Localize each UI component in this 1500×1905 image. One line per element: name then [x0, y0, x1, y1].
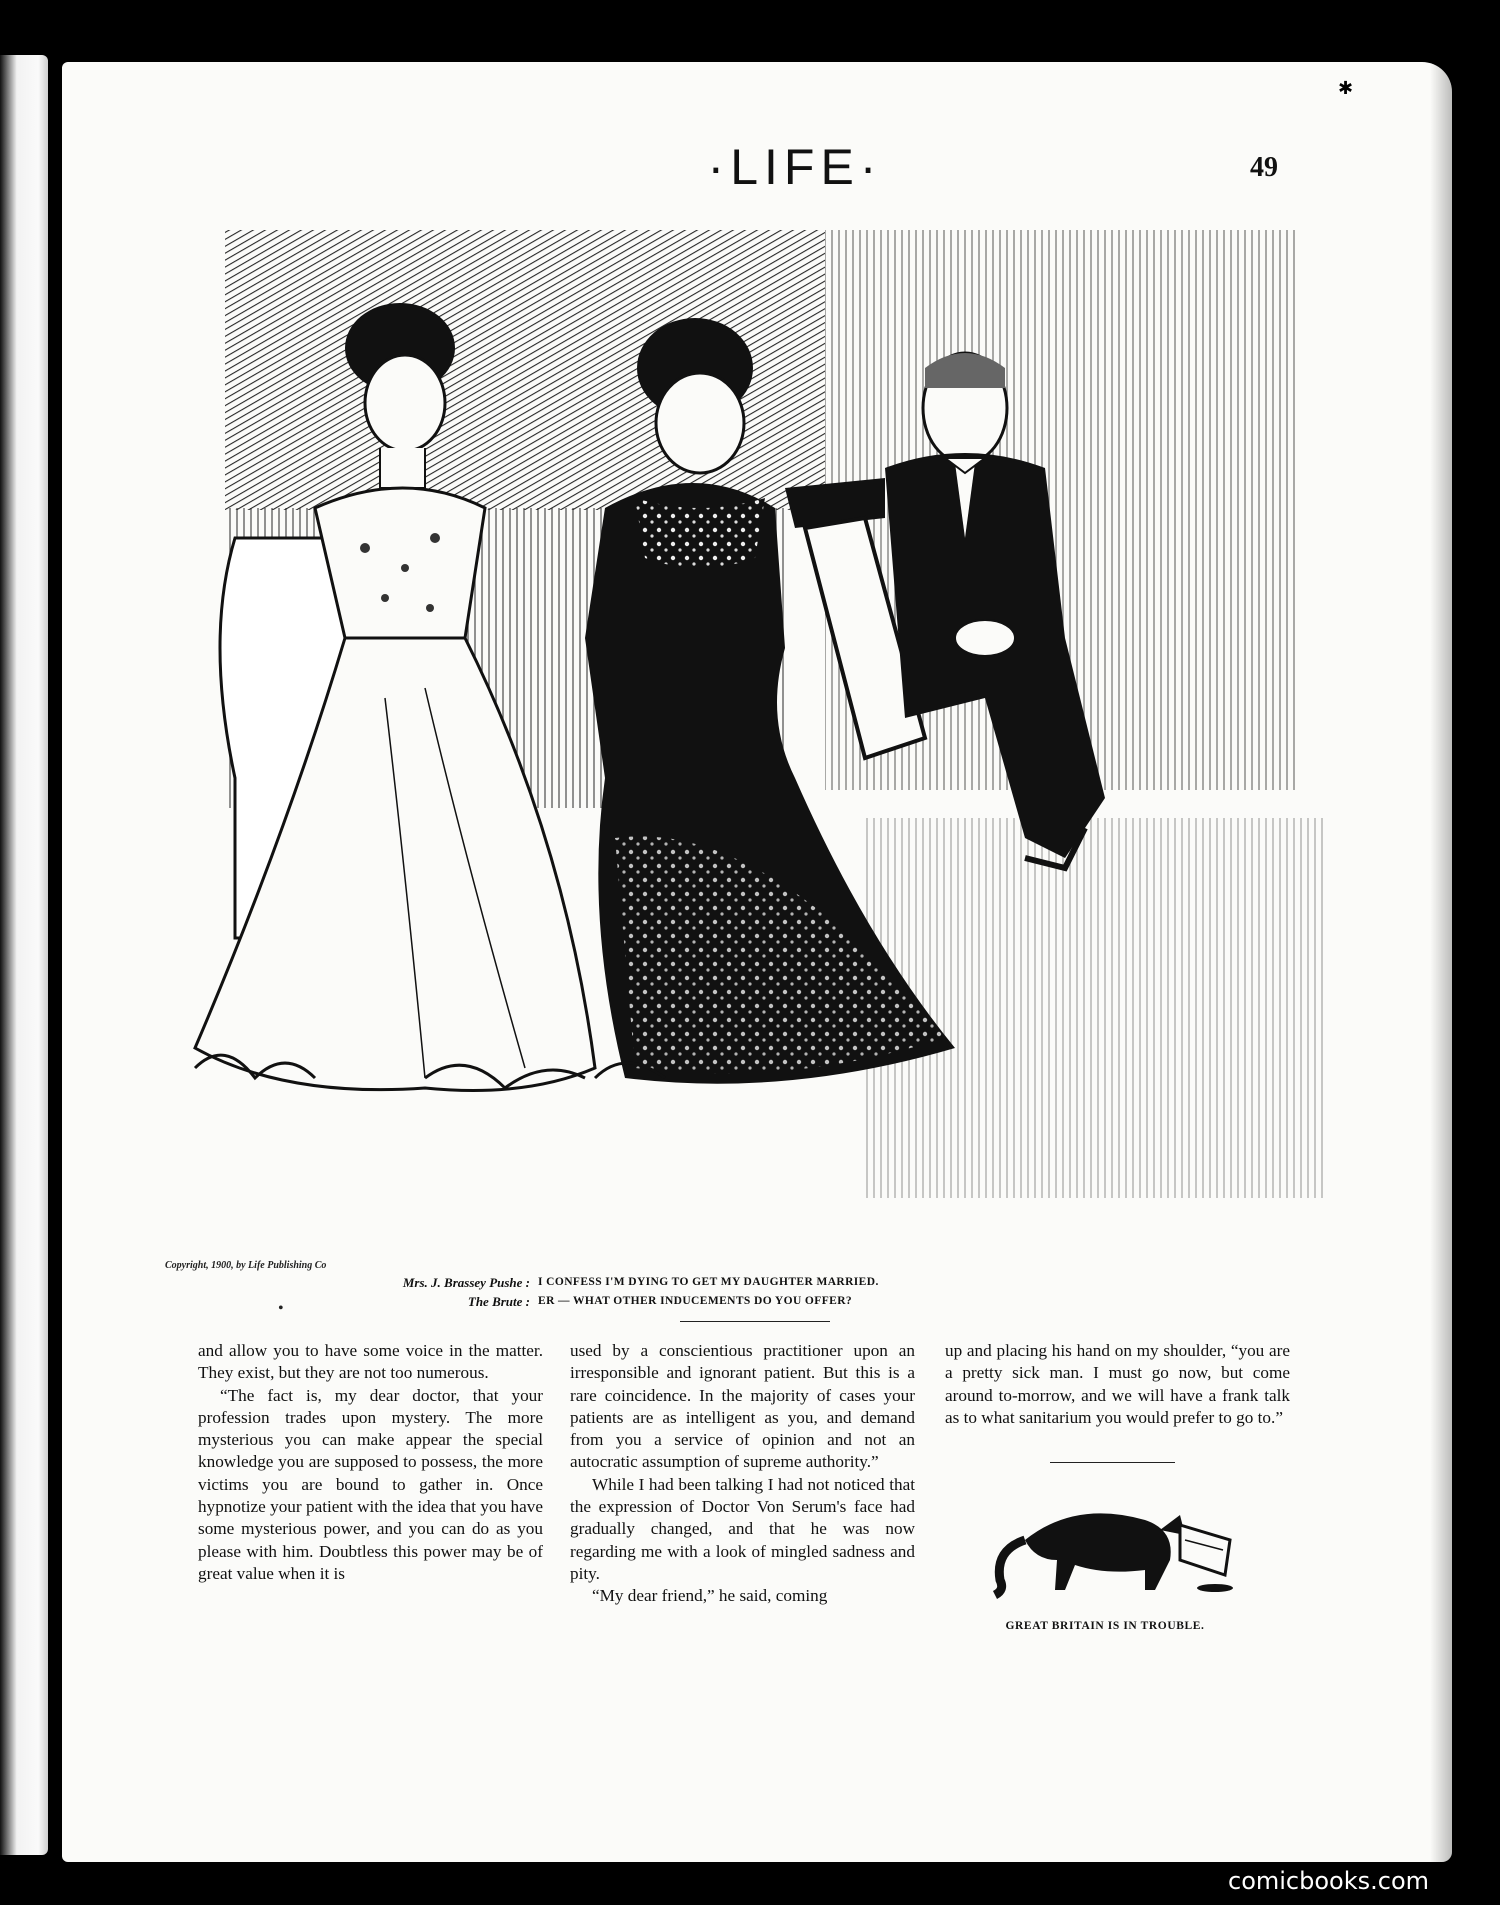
caption-speech: ER — WHAT OTHER INDUCEMENTS DO YOU OFFER? — [538, 1295, 853, 1307]
caption-divider — [680, 1321, 830, 1322]
caption-line — [300, 1275, 1200, 1291]
masthead: ·LIFE· — [707, 139, 883, 195]
article-paragraph: and allow you to have some voice in the matter. They exist, but they are not too numerous. — [198, 1341, 543, 1383]
cat-cartoon-drawing — [985, 1490, 1245, 1600]
article-paragraph: up and placing his hand on my shoulder, “you are a pretty sick man. I must go now, but come around to-morrow, and we will have a frank talk as to what sanitarium you would prefer to go to.” — [945, 1341, 1290, 1427]
bullet-dot: • — [278, 1300, 284, 1317]
caption-speaker: The Brute : — [467, 1294, 530, 1309]
article-paragraph: used by a conscientious practitioner upon an irresponsible and ignorant patient. But this is a rare coincidence. In the majority of cases your patients are as intelligent as you, and demand from you a service of opinion and not an autocratic assumption of supreme authority.” — [570, 1341, 915, 1472]
caption-speech: I CONFESS I'M DYING TO GET MY DAUGHTER MARRIED. — [538, 1276, 879, 1288]
illustration-caption — [300, 1275, 1200, 1313]
illustration-drawing — [165, 218, 1350, 1308]
article-paragraph: “My dear friend,” he said, coming — [592, 1586, 828, 1606]
cartoon-caption: GREAT BRITAIN IS IN TROUBLE. — [1005, 1620, 1205, 1632]
article-paragraph: “The fact is, my dear doctor, that your profession trades upon mystery. The more mysterious you can make appear the special knowledge you are supposed to possess, the more victims you are bound to gather in. Once hypnotize your patient with the idea that you have some mysterious power, and you can do as you please with him. Doubtless this power may be of great value when it is — [198, 1385, 543, 1583]
column-divider — [1050, 1462, 1175, 1463]
article-column-1 — [198, 1340, 543, 1585]
article-column-3 — [945, 1340, 1290, 1429]
article-column-2 — [570, 1340, 915, 1608]
page-shadow — [1430, 62, 1452, 1862]
page-number: 49 — [1250, 152, 1278, 183]
corner-mark: ✱ — [1338, 78, 1354, 98]
caption-line — [300, 1294, 1200, 1310]
copyright-notice: Copyright, 1900, by Life Publishing Co — [165, 1260, 327, 1271]
caption-speaker: Mrs. J. Brassey Pushe : — [402, 1275, 530, 1290]
left-page-edge — [0, 55, 48, 1855]
watermark: comicbooks.com — [1228, 1867, 1430, 1895]
article-paragraph: While I had been talking I had not noticed that the expression of Doctor Von Serum's face had gradually changed, and that he was now regarding me with a look of mingled sadness and pity. — [570, 1474, 915, 1583]
